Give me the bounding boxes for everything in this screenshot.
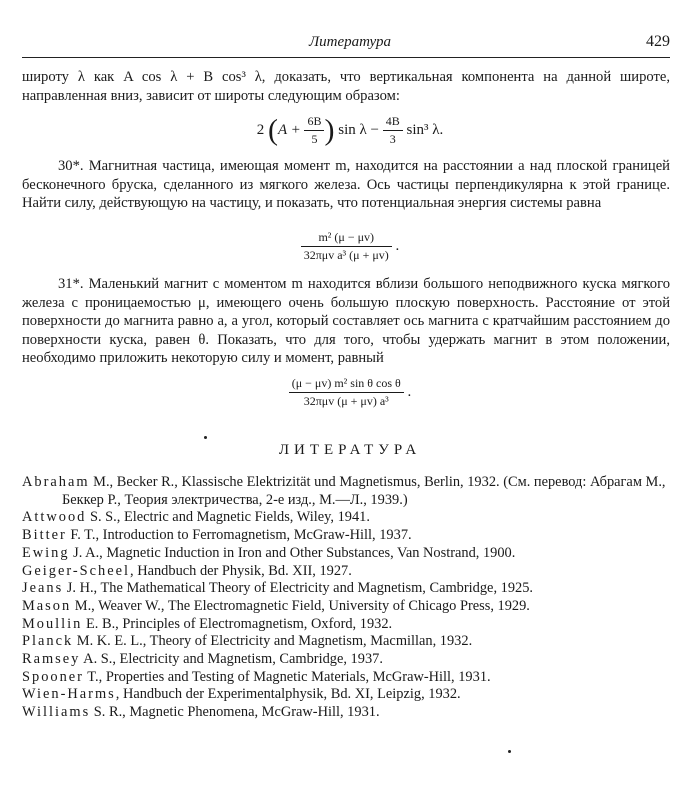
reference-entry — [22, 651, 670, 669]
problem-31 — [22, 275, 670, 368]
reference-text: F. T., Introduction to Ferromagnetism, McGraw-Hill, 1937. — [66, 527, 412, 544]
formula-torque — [0, 376, 700, 409]
formula-1-frac-num: 6B — [307, 114, 322, 128]
reference-entry — [22, 563, 670, 581]
formula-2-den: 32πμv a³ (μ + μv) — [301, 246, 392, 263]
reference-author: Attwood — [22, 509, 87, 526]
reference-text: T., Properties and Testing of Magnetic Materials, McGraw-Hill, 1931. — [83, 668, 491, 685]
reference-author: Moullin — [22, 615, 83, 632]
formula-1-fraction-2 — [383, 114, 403, 147]
reference-entry — [22, 545, 670, 563]
ink-speck — [204, 436, 207, 439]
formula-1-fraction — [304, 114, 324, 147]
reference-author: Wien-Harms — [22, 686, 116, 703]
running-head-title: Литература — [308, 34, 392, 50]
reference-author: Planck — [22, 633, 74, 650]
formula-1-frac-den: 5 — [304, 130, 324, 147]
reference-text: M., Becker R., Klassische Elektrizität und Magnetismus, Berlin, 1932. (См. перевод: Абрагам М., Беккер Р., Теория электричества, 2-е изд., М.—Л., 1939.) — [62, 474, 666, 508]
problem-30-text: 30*. Магнитная частица, имеющая момент m, находится на расстоянии a над плоской границей бесконечного бруска, сделанного из мягкого железа. Ось частицы перпендикулярна к этой границе. Найти силу, действующую на частицу, и показать, что потенциальная энергия системы равна — [22, 158, 670, 212]
formula-vertical-component — [0, 114, 700, 147]
reference-entry — [22, 704, 670, 722]
reference-entry — [22, 686, 670, 704]
reference-text: , Handbuch der Physik, Bd. XII, 1927. — [130, 562, 352, 579]
reference-entry — [22, 580, 670, 598]
reference-author: Jeans — [22, 580, 64, 597]
reference-entry — [22, 509, 670, 527]
ink-speck — [508, 750, 511, 753]
reference-author: Spooner — [22, 668, 84, 685]
reference-entry — [22, 474, 670, 509]
reference-entry — [22, 633, 670, 651]
header-rule — [22, 57, 670, 58]
references-heading: ЛИТЕРАТУРА — [278, 442, 422, 458]
problem-30 — [22, 157, 670, 213]
reference-text: A. S., Electricity and Magnetism, Cambridge, 1937. — [80, 651, 383, 668]
reference-text: S. R., Magnetic Phenomena, McGraw-Hill, 1931. — [90, 704, 380, 721]
formula-2-fraction — [301, 230, 392, 263]
reference-text: J. H., The Mathematical Theory of Electricity and Magnetism, Cambridge, 1925. — [63, 580, 534, 597]
problem-31-text: 31*. Маленький магнит с моментом m находится вблизи большого неподвижного куска мягкого железа с проницаемостью μ, имеющего очень большую плоскую поверхность. Расстояние от этой поверхности до магнита равно a, а угол, который составляет ось магнита с кратчайшим расстоянием до поверхности куска, равен θ. Показать, что для того, чтобы удержать магнит в этом положении, необходимо приложить некоторую силу и момент, равный — [22, 276, 670, 367]
formula-2-tail: . — [395, 237, 400, 254]
formula-3-fraction — [289, 376, 404, 409]
formula-1-open-paren: ( — [267, 113, 278, 147]
reference-entry — [22, 527, 670, 545]
reference-text: M., Weaver W., The Electromagnetic Field, University of Chicago Press, 1929. — [71, 597, 530, 614]
formula-1-close-paren: ) — [324, 113, 335, 147]
formula-1-mid: sin λ − — [338, 121, 379, 138]
reference-author: Williams — [22, 704, 91, 721]
formula-1-a: A + — [277, 121, 301, 138]
reference-author: Mason — [22, 597, 72, 614]
reference-text: M. K. E. L., Theory of Electricity and Magnetism, Macmillan, 1932. — [73, 633, 473, 650]
intro-paragraph — [22, 68, 670, 105]
formula-1-frac2-den: 3 — [383, 130, 403, 147]
formula-potential-energy — [0, 230, 700, 263]
references-list — [22, 474, 670, 722]
reference-entry — [22, 616, 670, 634]
formula-3-den: 32πμv (μ + μv) a³ — [289, 392, 404, 409]
reference-text: E. B., Principles of Electromagnetism, Oxford, 1932. — [82, 615, 393, 632]
reference-author: Geiger-Scheel — [22, 562, 131, 579]
reference-author: Bitter — [22, 527, 67, 544]
formula-3-num: (μ − μv) m² sin θ cos θ — [291, 376, 401, 390]
reference-author: Abraham — [22, 474, 90, 490]
formula-1-tail: sin³ λ. — [406, 121, 444, 138]
reference-entry — [22, 669, 670, 687]
intro-paragraph-text: широту λ как A cos λ + B cos³ λ, доказать, что вертикальная компонента на данной широте, направленная вниз, зависит от широты следующим образом: — [22, 69, 670, 104]
page-number: 429 — [646, 33, 670, 50]
reference-text: J. A., Magnetic Induction in Iron and Other Substances, Van Nostrand, 1900. — [69, 544, 516, 561]
formula-1-frac2-num: 4B — [385, 114, 400, 128]
formula-2-num: m² (μ − μv) — [318, 230, 375, 244]
formula-3-tail: . — [407, 383, 412, 400]
reference-entry — [22, 598, 670, 616]
reference-author: Ramsey — [22, 651, 81, 668]
reference-text: S. S., Electric and Magnetic Fields, Wiley, 1941. — [86, 509, 370, 526]
reference-author: Ewing — [22, 544, 70, 561]
formula-1-lead: 2 — [256, 121, 265, 138]
reference-text: , Handbuch der Experimentalphysik, Bd. XI, Leipzig, 1932. — [115, 686, 461, 703]
